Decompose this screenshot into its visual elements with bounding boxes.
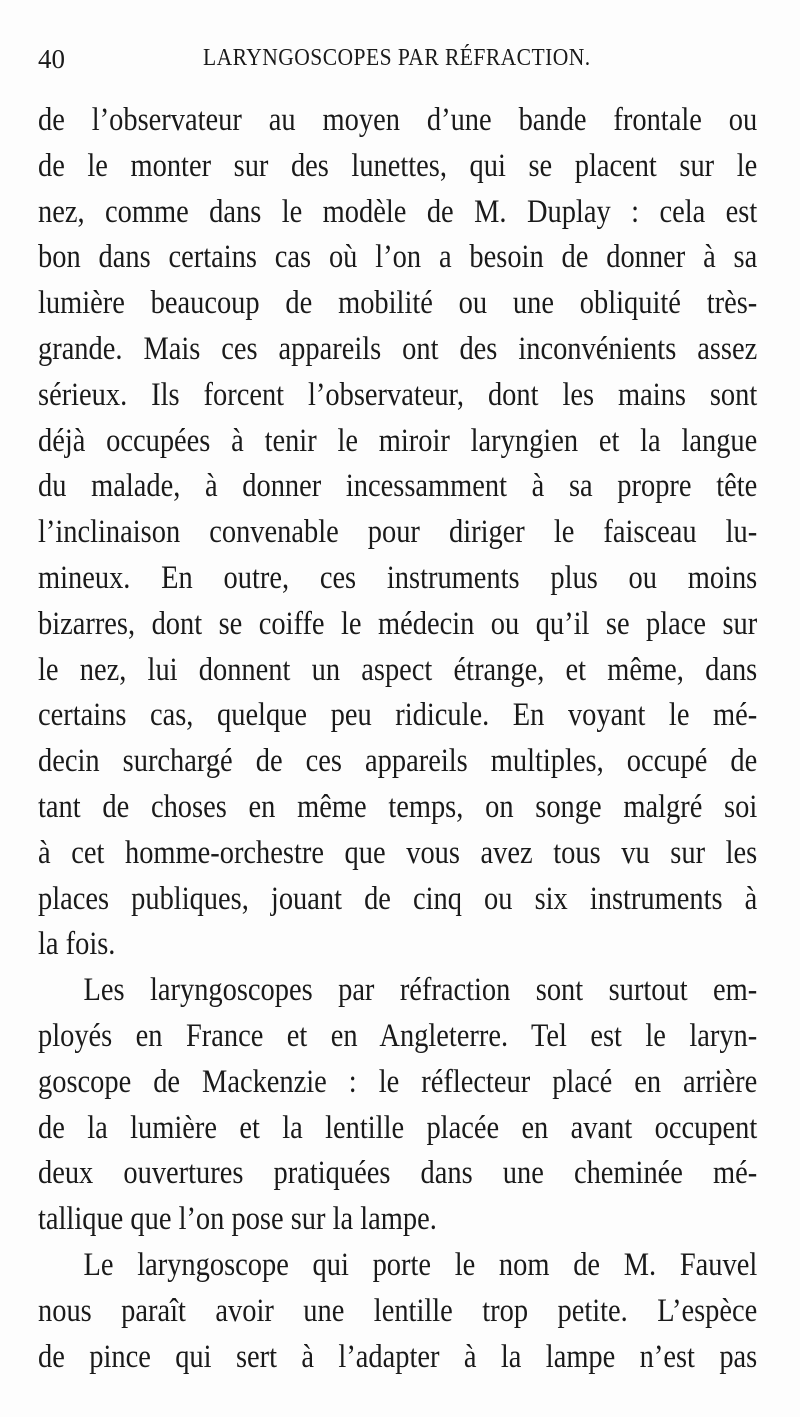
text-line: lumière beaucoup de mobilité ou une obliquité très- (38, 285, 758, 322)
page-number: 40 (38, 44, 65, 74)
text-line: tant de choses en même temps, on songe malgré soi (38, 788, 758, 825)
text-line: l’inclinaison convenable pour diriger le faisceau lu- (38, 514, 758, 551)
text-line: bon dans certains cas où l’on a besoin de donner à sa (38, 239, 758, 276)
text-line: certains cas, quelque peu ridicule. En voyant le mé- (38, 697, 758, 734)
text-line: de l’observateur au moyen d’une bande frontale ou (38, 102, 758, 138)
text-line: déjà occupées à tenir le miroir laryngien et la langue (38, 422, 758, 459)
text-line: de pince qui sert à l’adapter à la lampe n’est pas (38, 1338, 758, 1375)
text-line: mineux. En outre, ces instruments plus ou moins (38, 559, 758, 596)
text-line: nez, comme dans le modèle de M. Duplay : cela est (38, 193, 758, 230)
text-line: goscope de Mackenzie : le réflecteur placé en arrière (38, 1063, 758, 1100)
text-line: deux ouvertures pratiquées dans une cheminée mé- (38, 1155, 758, 1192)
paragraph-first-line: Le laryngoscope qui porte le nom de M. Fauvel (83, 1246, 758, 1283)
text-line: le nez, lui donnent un aspect étrange, et même, dans (38, 651, 758, 688)
paragraph-end-line: la fois. (38, 926, 116, 963)
body-text (38, 98, 758, 1380)
text-line: à cet homme-orchestre que vous avez tous vu sur les (38, 834, 758, 871)
text-line: de le monter sur des lunettes, qui se placent sur le (38, 147, 758, 184)
text-line: decin surchargé de ces appareils multiples, occupé de (38, 743, 758, 780)
text-line: places publiques, jouant de cinq ou six instruments à (38, 880, 758, 917)
paragraph-end-line: tallique que l’on pose sur la lampe. (38, 1201, 437, 1238)
running-title: LARYNGOSCOPES PAR RÉFRACTION. (203, 44, 591, 71)
text-line: ployés en France et en Angleterre. Tel est le laryn- (38, 1017, 758, 1054)
text-line: sérieux. Ils forcent l’observateur, dont les mains sont (38, 376, 758, 413)
text-line: du malade, à donner incessamment à sa propre tête (38, 468, 758, 505)
text-line: grande. Mais ces appareils ont des inconvénients assez (38, 330, 758, 367)
text-line: bizarres, dont se coiffe le médecin ou qu’il se place sur (38, 605, 758, 642)
page-header (38, 38, 752, 78)
text-line: nous paraît avoir une lentille trop petite. L’espèce (38, 1292, 758, 1329)
text-line: de la lumière et la lentille placée en avant occupent (38, 1109, 758, 1146)
paragraph-first-line: Les laryngoscopes par réfraction sont surtout em- (83, 972, 758, 1009)
